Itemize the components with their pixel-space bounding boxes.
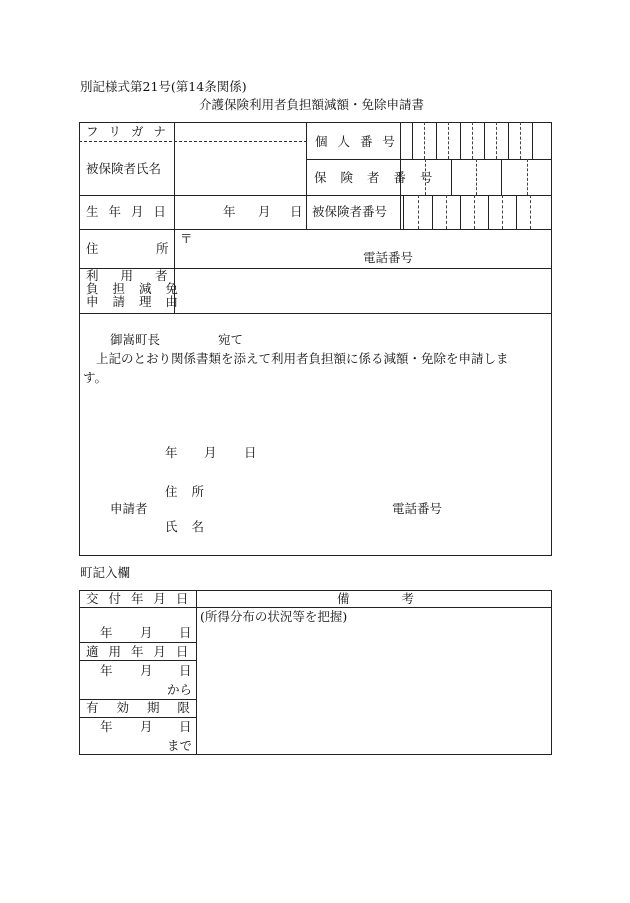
applicant-phone-label: 電話番号 <box>392 501 443 516</box>
valid-month: 月 <box>140 719 153 734</box>
birthdate-month: 月 <box>258 204 271 219</box>
validity-label: 有 効 期 限 <box>86 700 190 715</box>
postal-mark: 〒 <box>180 231 193 246</box>
declaration-date-year: 年 <box>165 445 178 460</box>
personal-number-cell-line <box>460 122 461 159</box>
insured-number-cell-line <box>474 195 475 229</box>
address-top-line <box>79 229 552 230</box>
reason-label-line2: 負 担 減 免 <box>86 281 183 296</box>
insured-name-label: 被保険者氏名 <box>86 161 162 176</box>
valid-day: 日 <box>179 719 192 734</box>
applied-date-label: 適 用 年 月 日 <box>86 644 192 659</box>
addressee-suffix: 宛て <box>218 332 244 347</box>
applicant-name-label: 氏 名 <box>165 519 209 534</box>
insured-number-cell-line <box>460 195 461 229</box>
personal-number-cell-line <box>508 122 509 159</box>
birthdate-top-line <box>79 195 552 196</box>
remarks-note: (所得分布の状況等を把握) <box>200 609 348 624</box>
personal-number-cell-line <box>520 122 521 159</box>
town-validity-label-bottom <box>79 717 197 718</box>
applicant-address-label: 住 所 <box>165 484 209 499</box>
insured-number-label-line <box>403 195 404 229</box>
declaration-date-month: 月 <box>204 445 217 460</box>
valid-year: 年 <box>100 719 113 734</box>
personal-number-cell-line <box>448 122 449 159</box>
personal-number-cell-line <box>532 122 533 159</box>
insurer-number-label: 保 険 者 番 号 <box>314 170 438 185</box>
insurer-number-cell-line <box>501 159 502 195</box>
insured-number-cell-line <box>446 195 447 229</box>
applied-day: 日 <box>179 663 192 678</box>
insured-number-cell-line <box>418 195 419 229</box>
from-label: から <box>167 682 193 697</box>
address-label-left: 住 <box>86 241 99 256</box>
personal-number-cell-line <box>424 122 425 159</box>
personal-number-cell-line <box>412 122 413 159</box>
insurer-number-cell-line <box>451 159 452 195</box>
birthdate-label: 生 年 月 日 <box>86 204 169 219</box>
town-header-line <box>79 607 552 608</box>
personal-number-divider <box>306 159 552 160</box>
personal-number-cell-line <box>484 122 485 159</box>
town-issue-bottom <box>79 642 197 643</box>
applied-month: 月 <box>140 663 153 678</box>
address-label-right: 所 <box>156 241 169 256</box>
insurer-number-cell-line <box>476 159 477 195</box>
furigana-divider <box>79 141 307 142</box>
town-applied-label-bottom <box>79 660 197 661</box>
applicant-label: 申請者 <box>110 501 148 516</box>
insured-number-cell-line <box>530 195 531 229</box>
form-code: 別記様式第21号(第14条関係) <box>80 79 247 94</box>
personal-number-cell-line <box>436 122 437 159</box>
applied-year: 年 <box>100 663 113 678</box>
reason-label-line1: 利 用 者 <box>86 268 177 283</box>
declaration-body-line2: す。 <box>83 370 108 385</box>
birthdate-day: 日 <box>290 204 303 219</box>
birthdate-year: 年 <box>223 204 236 219</box>
issue-date-label: 交 付 年 月 日 <box>86 591 192 606</box>
issue-year: 年 <box>100 625 113 640</box>
insured-number-cell-line <box>432 195 433 229</box>
remarks-label: 備 考 <box>337 591 414 606</box>
personal-number-cell-line <box>496 122 497 159</box>
reason-label-line3: 申 請 理 由 <box>86 294 183 309</box>
declaration-date-day: 日 <box>244 445 257 460</box>
issue-month: 月 <box>140 625 153 640</box>
declaration-body-line1: 上記のとおり関係書類を添えて利用者負担額に係る減額・免除を申請しま <box>96 351 509 366</box>
insured-number-cell-line <box>516 195 517 229</box>
town-section-heading: 町記入欄 <box>80 565 131 580</box>
form-title: 介護保険利用者負担額減額・免除申請書 <box>199 97 425 112</box>
address-phone-label: 電話番号 <box>363 250 414 265</box>
until-label: まで <box>167 738 193 753</box>
insured-number-cell-line <box>502 195 503 229</box>
addressee-town: 御嵩町長 <box>110 332 161 347</box>
insured-number-cell-line <box>488 195 489 229</box>
furigana-label: フ リ ガ ナ <box>86 124 169 139</box>
issue-day: 日 <box>179 625 192 640</box>
insured-number-label-line <box>306 195 307 229</box>
personal-number-cell-line <box>472 122 473 159</box>
declaration-box <box>79 313 552 556</box>
insurer-number-cell-line <box>527 159 528 195</box>
town-col-line <box>196 590 197 755</box>
insured-number-label: 被保険者番号 <box>312 204 388 219</box>
personal-number-label: 個 人 番 号 <box>315 134 398 149</box>
